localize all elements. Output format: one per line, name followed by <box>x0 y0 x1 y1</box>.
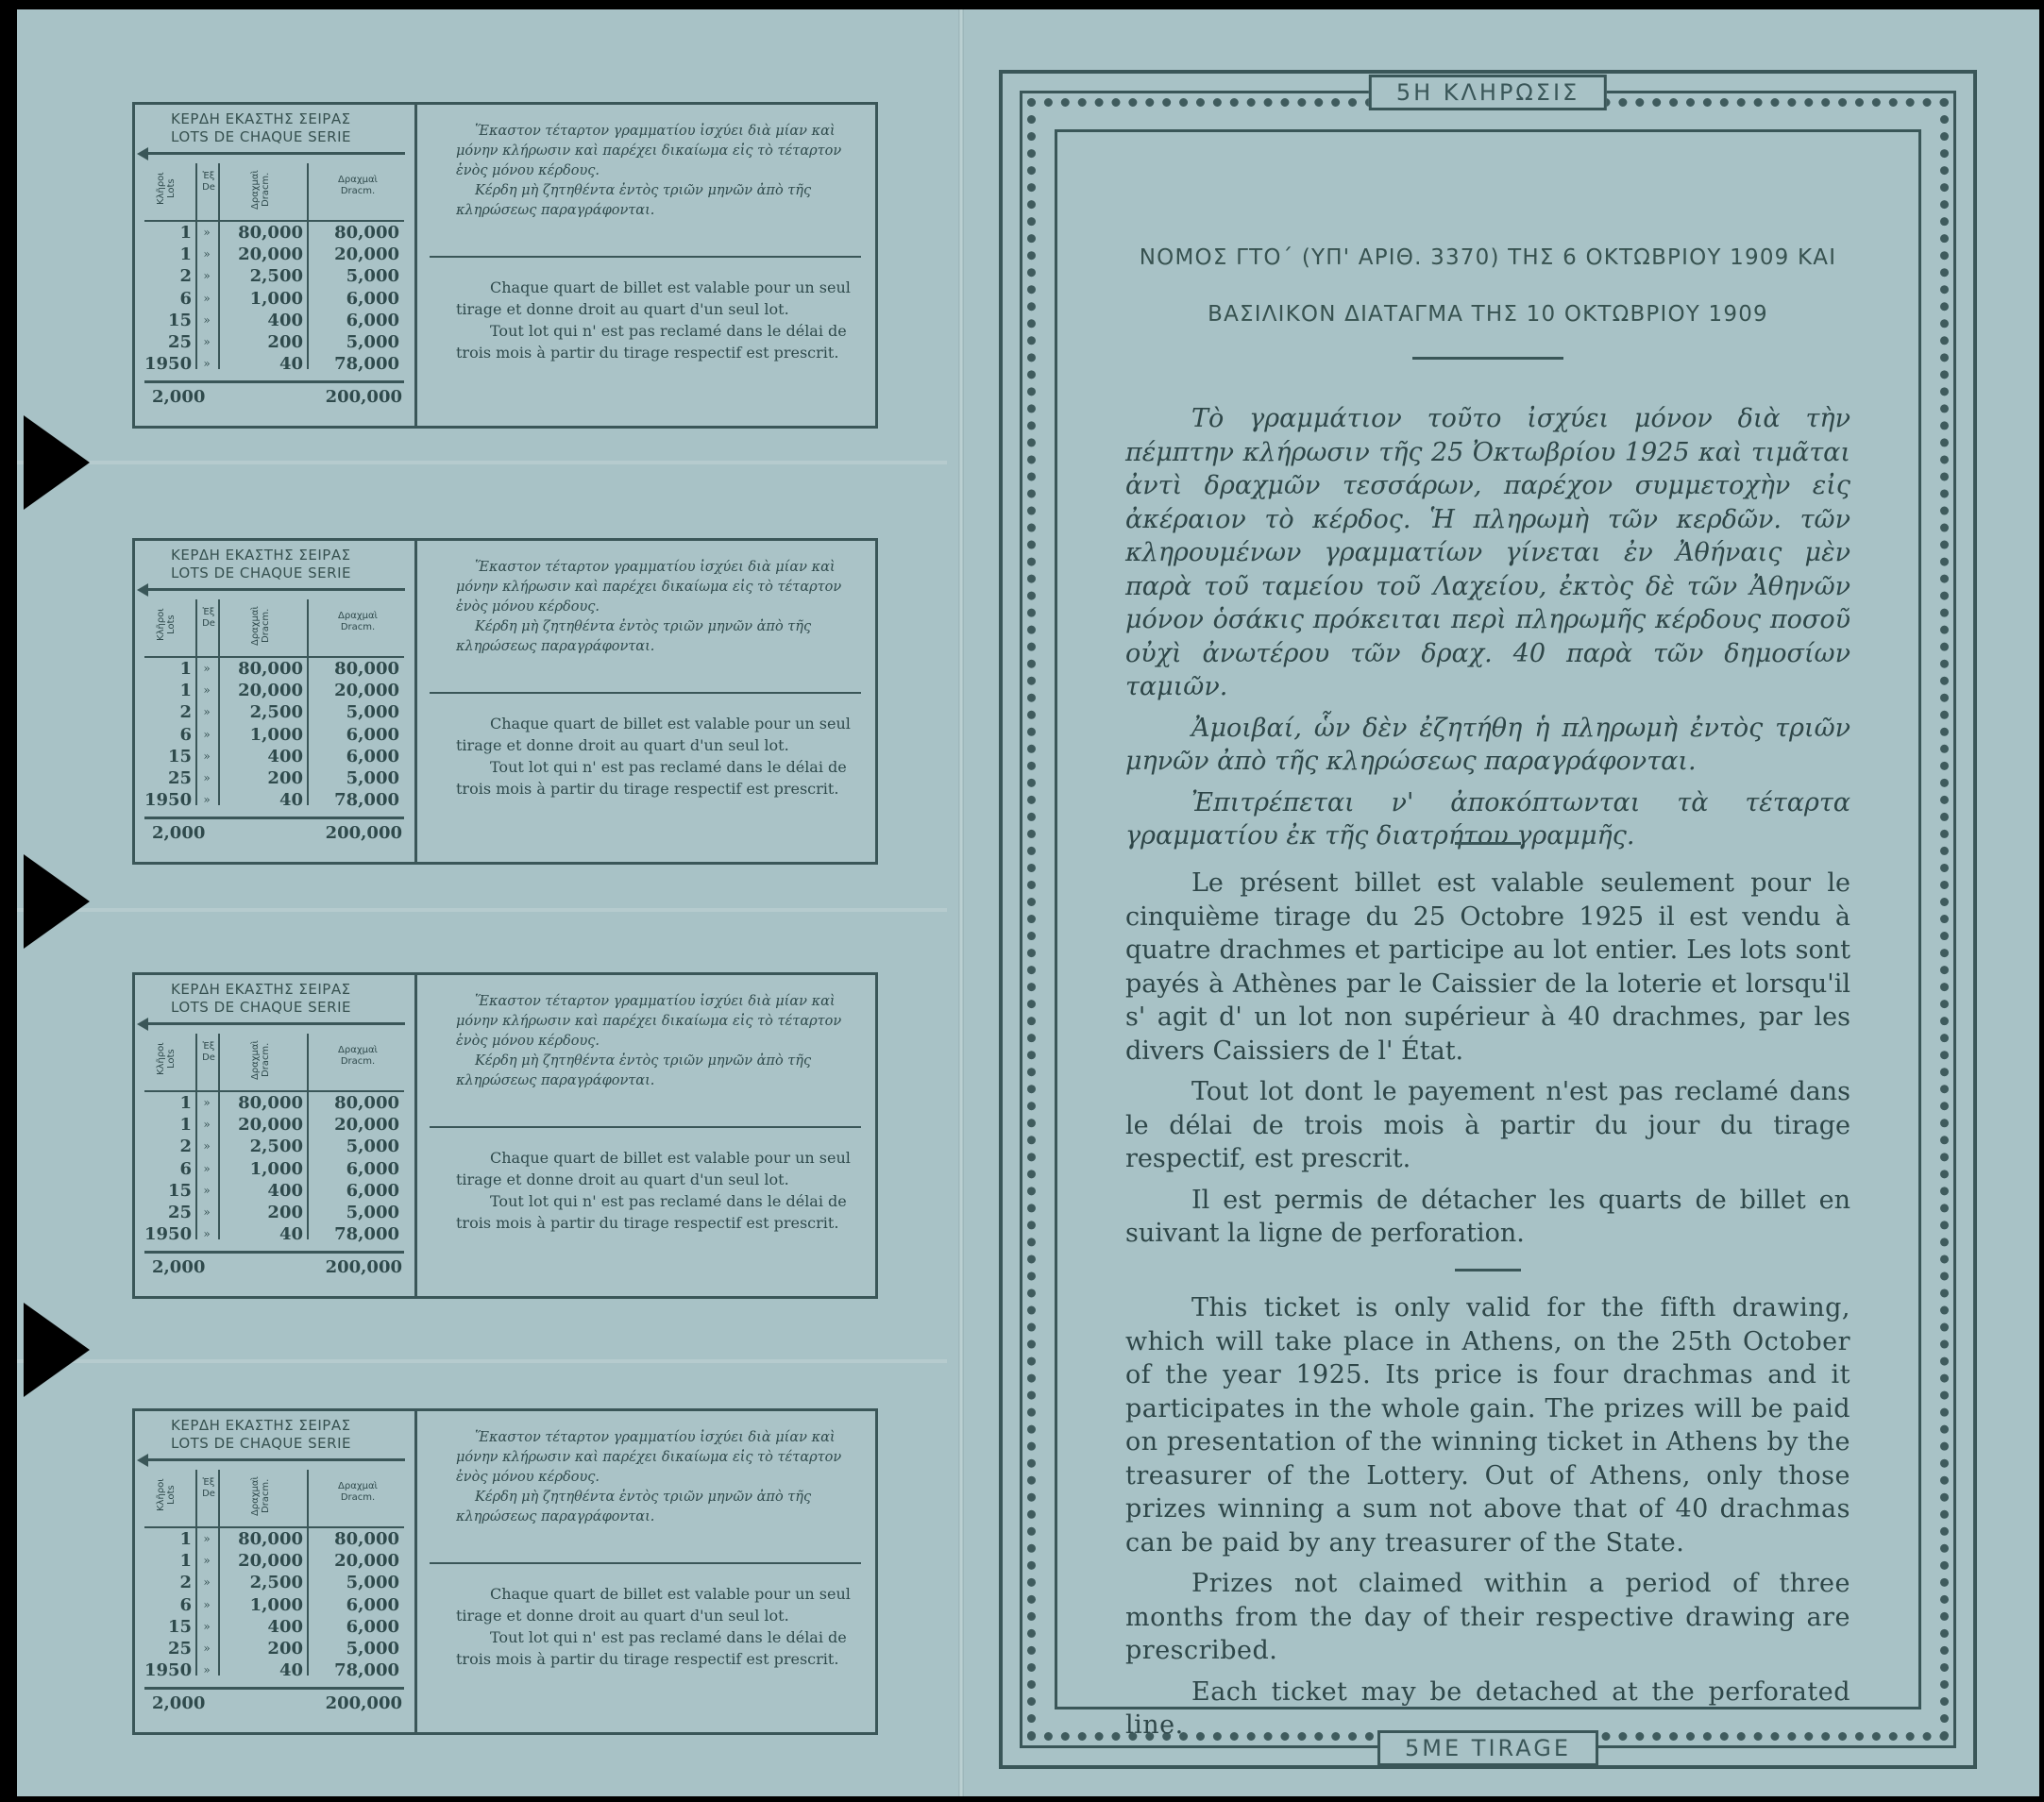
terms-greek-2: Κέρδη μὴ ζητηθέντα ἐντὸς τριῶν μηνῶν ἀπὸ τῆς κληρώσεως παραγράφονται. <box>456 619 812 654</box>
row-de: » <box>203 683 211 698</box>
prize-row <box>144 244 404 265</box>
row-total: 78,000 <box>334 354 399 375</box>
row-de: » <box>203 749 211 763</box>
col-amount: Δραχμαὶ Dracm. <box>250 1476 271 1516</box>
prize-row <box>144 1158 404 1180</box>
row-total: 5,000 <box>346 702 399 723</box>
prize-row <box>144 680 404 701</box>
row-lots: 6 <box>179 1594 192 1615</box>
row-amount: 1,000 <box>249 1158 303 1179</box>
row-de: » <box>203 770 211 784</box>
total-amount: 200,000 <box>325 823 402 843</box>
row-lots: 1 <box>179 223 192 243</box>
row-amount: 400 <box>267 1180 303 1201</box>
row-lots: 1 <box>179 1115 192 1136</box>
prize-row <box>144 1638 404 1659</box>
row-total: 5,000 <box>346 1137 399 1157</box>
row-de: » <box>203 357 211 371</box>
row-amount: 40 <box>279 354 303 375</box>
row-lots: 6 <box>179 1158 192 1179</box>
terms-greek-1: Ἕκαστον τέταρτον γραμματίου ἰσχύει διὰ μίαν καὶ μόνην κλήρωσιν καὶ παρέχει δικαίωμα εἰς τὸ τέταρτον ἑνὸς μόνου κέρδους. <box>456 560 842 615</box>
row-lots: 25 <box>167 767 192 788</box>
row-de: » <box>203 1554 211 1568</box>
col-amount: Δραχμαὶ Dracm. <box>250 1040 271 1080</box>
prize-row <box>144 789 404 811</box>
terms-greek <box>418 975 875 1091</box>
prize-table <box>135 541 417 862</box>
header-greek: ΚΕΡΔΗ ΕΚΑΣΤΗΣ ΣΕΙΡΑΣ <box>171 981 351 998</box>
col-de: Ἐξ De <box>202 607 215 629</box>
greek-paragraph-3: Ἐπιτρέπεται ν' ἀποκόπτωνται τὰ τέταρτα γραμματίου ἐκ τῆς διατρήτου γραμμῆς. <box>1125 787 1850 850</box>
header-french: LOTS DE CHAQUE SERIE <box>171 1435 351 1452</box>
terms-french <box>456 713 858 800</box>
row-amount: 40 <box>279 1224 303 1245</box>
perforation-line <box>17 908 947 912</box>
col-lots: Κλῆροι Lots <box>156 608 177 642</box>
row-total: 80,000 <box>334 1529 399 1549</box>
row-de: » <box>203 1227 211 1241</box>
row-amount: 80,000 <box>238 1529 303 1549</box>
prize-row <box>144 1572 404 1593</box>
divider <box>1455 842 1521 845</box>
row-lots: 1 <box>179 681 192 701</box>
row-total: 20,000 <box>334 681 399 701</box>
row-total: 80,000 <box>334 1093 399 1113</box>
row-de: » <box>203 247 211 261</box>
row-de: » <box>203 1183 211 1197</box>
prize-row <box>144 1616 404 1638</box>
row-de: » <box>203 727 211 741</box>
row-amount: 1,000 <box>249 1594 303 1615</box>
col-de: Ἐξ De <box>202 1477 215 1499</box>
prize-row <box>144 353 404 375</box>
row-total: 20,000 <box>334 244 399 265</box>
coupon-terms <box>418 975 875 1296</box>
row-amount: 200 <box>267 767 303 788</box>
row-total: 6,000 <box>346 1158 399 1179</box>
header-greek: ΚΕΡΔΗ ΕΚΑΣΤΗΣ ΣΕΙΡΑΣ <box>171 1417 351 1434</box>
draw-number-banner: 5Η ΚΛΗΡΩΣΙΣ <box>1369 75 1607 110</box>
totals-row <box>144 380 404 412</box>
row-amount: 2,500 <box>249 1573 303 1593</box>
prize-row <box>144 1180 404 1202</box>
prize-row <box>144 310 404 331</box>
row-total: 5,000 <box>346 767 399 788</box>
row-amount: 40 <box>279 790 303 811</box>
terms-greek <box>418 541 875 657</box>
terms-greek-2: Κέρδη μὴ ζητηθέντα ἐντὸς τριῶν μηνῶν ἀπὸ τῆς κληρώσεως παραγράφονται. <box>456 183 812 218</box>
row-de: » <box>203 1597 211 1611</box>
english-terms <box>1125 1291 1850 1750</box>
prize-rows <box>144 1526 404 1681</box>
row-total: 80,000 <box>334 223 399 243</box>
row-amount: 2,500 <box>249 1137 303 1157</box>
terms-french-2: Tout lot qui n' est pas reclamé dans le délai de trois mois à partir du tirage respectif est prescrit. <box>456 1192 847 1232</box>
divider <box>1455 1269 1521 1272</box>
row-amount: 2,500 <box>249 702 303 723</box>
col-lots: Κλῆροι Lots <box>156 1042 177 1076</box>
row-lots: 15 <box>167 310 192 330</box>
greek-terms <box>1125 402 1850 861</box>
col-lots: Κλῆροι Lots <box>156 172 177 206</box>
row-lots: 2 <box>179 266 192 287</box>
row-amount: 400 <box>267 746 303 766</box>
terms-divider <box>430 256 861 258</box>
row-lots: 15 <box>167 746 192 766</box>
coupon-terms <box>418 541 875 862</box>
quarter-coupon <box>132 102 878 429</box>
row-lots: 25 <box>167 331 192 352</box>
row-amount: 80,000 <box>238 223 303 243</box>
header-french: LOTS DE CHAQUE SERIE <box>171 128 351 145</box>
terms-greek-1: Ἕκαστον τέταρτον γραμματίου ἰσχύει διὰ μίαν καὶ μόνην κλήρωσιν καὶ παρέχει δικαίωμα εἰς τὸ τέταρτον ἑνὸς μόνου κέρδους. <box>456 994 842 1049</box>
perforation-line <box>17 461 947 464</box>
terms-french-2: Tout lot qui n' est pas reclamé dans le délai de trois mois à partir du tirage respectif est prescrit. <box>456 758 847 798</box>
prize-row <box>144 746 404 767</box>
row-total: 6,000 <box>346 1616 399 1637</box>
row-de: » <box>203 793 211 807</box>
row-lots: 1 <box>179 659 192 679</box>
row-total: 5,000 <box>346 1638 399 1659</box>
header-greek: ΚΕΡΔΗ ΕΚΑΣΤΗΣ ΣΕΙΡΑΣ <box>171 547 351 564</box>
row-lots: 15 <box>167 1616 192 1637</box>
col-lots: Κλῆροι Lots <box>156 1478 177 1512</box>
row-de: » <box>203 1575 211 1590</box>
prize-row <box>144 331 404 353</box>
terms-french-1: Chaque quart de billet est valable pour un seul tirage et donne droit au quart d'un seul lot. <box>456 1585 851 1625</box>
row-total: 6,000 <box>346 288 399 309</box>
total-amount: 200,000 <box>325 1693 402 1713</box>
terms-greek-2: Κέρδη μὴ ζητηθέντα ἐντὸς τριῶν μηνῶν ἀπὸ τῆς κληρώσεως παραγράφονται. <box>456 1490 812 1524</box>
row-amount: 1,000 <box>249 288 303 309</box>
row-de: » <box>203 1139 211 1154</box>
totals-row <box>144 817 404 848</box>
total-lots: 2,000 <box>152 1693 206 1713</box>
row-amount: 2,500 <box>249 266 303 287</box>
prize-table <box>135 1411 417 1732</box>
column-headers <box>144 599 399 652</box>
terms-french-2: Tout lot qui n' est pas reclamé dans le délai de trois mois à partir du tirage respectif est prescrit. <box>456 1628 847 1668</box>
total-lots: 2,000 <box>152 823 206 843</box>
prize-row <box>144 222 404 244</box>
arrow-rule <box>144 152 405 155</box>
row-lots: 1950 <box>144 1660 193 1681</box>
row-lots: 1 <box>179 1093 192 1113</box>
terms-french-1: Chaque quart de billet est valable pour un seul tirage et donne droit au quart d'un seul lot. <box>456 1149 851 1188</box>
terms-french-1: Chaque quart de billet est valable pour un seul tirage et donne droit au quart d'un seul lot. <box>456 278 851 318</box>
col-de: Ἐξ De <box>202 171 215 193</box>
table-header <box>135 1411 414 1453</box>
row-amount: 20,000 <box>238 244 303 265</box>
row-amount: 1,000 <box>249 724 303 745</box>
col-de: Ἐξ De <box>202 1041 215 1063</box>
row-total: 6,000 <box>346 1180 399 1201</box>
row-total: 5,000 <box>346 331 399 352</box>
row-amount: 20,000 <box>238 681 303 701</box>
prize-table <box>135 105 417 426</box>
column-headers <box>144 163 399 216</box>
prize-row <box>144 658 404 680</box>
row-de: » <box>203 334 211 348</box>
row-amount: 80,000 <box>238 1093 303 1113</box>
terms-french-2: Tout lot qui n' est pas reclamé dans le délai de trois mois à partir du tirage respectif est prescrit. <box>456 322 847 362</box>
row-amount: 400 <box>267 310 303 330</box>
terms-divider <box>430 1562 861 1564</box>
row-amount: 200 <box>267 1202 303 1222</box>
ticket-text-frame <box>1055 129 1921 1740</box>
row-lots: 25 <box>167 1638 192 1659</box>
col-total: Δραχμαὶ Dracm. <box>338 1481 378 1503</box>
row-de: » <box>203 269 211 283</box>
prize-row <box>144 1114 404 1136</box>
row-lots: 1950 <box>144 354 193 375</box>
ticket-inner-frame <box>1020 79 1956 1761</box>
english-paragraph-1: This ticket is only valid for the fifth drawing, which will take place in Athens, on the 25th October of the year 1925. Its price is four drachmas and it participates in the whole gain. The prizes will be paid on presentation of the winning ticket in Athens by the treasurer of the Lottery. Out of Athens, only those prizes winning a sum not above that of 40 drachmas can be paid by any treasurer of the State. <box>1125 1293 1850 1558</box>
total-amount: 200,000 <box>325 387 402 407</box>
col-total: Δραχμαὶ Dracm. <box>338 175 378 196</box>
row-de: » <box>203 1204 211 1219</box>
row-total: 78,000 <box>334 790 399 811</box>
english-paragraph-2: Prizes not claimed within a period of three months from the day of their respective drawing are prescribed. <box>1125 1569 1850 1665</box>
total-amount: 200,000 <box>325 1257 402 1277</box>
row-de: » <box>203 226 211 239</box>
terms-greek <box>418 1411 875 1527</box>
prize-row <box>144 1594 404 1616</box>
arrow-rule <box>144 1022 405 1025</box>
quarter-coupon <box>132 1408 878 1735</box>
french-paragraph-3: Il est permis de détacher les quarts de billet en suivant la ligne de perforation. <box>1125 1185 1850 1248</box>
row-amount: 20,000 <box>238 1115 303 1136</box>
totals-row <box>144 1251 404 1282</box>
row-de: » <box>203 705 211 719</box>
row-total: 6,000 <box>346 724 399 745</box>
arrow-rule <box>144 1458 405 1461</box>
column-headers <box>144 1470 399 1523</box>
row-amount: 200 <box>267 1638 303 1659</box>
terms-greek <box>418 105 875 221</box>
totals-row <box>144 1687 404 1718</box>
row-total: 6,000 <box>346 746 399 766</box>
column-headers <box>144 1034 399 1086</box>
row-lots: 1 <box>179 1529 192 1549</box>
prize-table <box>135 975 417 1296</box>
prize-rows <box>144 656 404 811</box>
header-french: LOTS DE CHAQUE SERIE <box>171 564 351 581</box>
quarter-coupon <box>132 538 878 865</box>
col-total: Δραχμαὶ Dracm. <box>338 611 378 632</box>
row-total: 5,000 <box>346 1573 399 1593</box>
row-de: » <box>203 1096 211 1109</box>
row-de: » <box>203 291 211 305</box>
terms-french <box>456 1583 858 1670</box>
terms-divider <box>430 1126 861 1128</box>
row-total: 6,000 <box>346 1594 399 1615</box>
coupon-terms <box>418 105 875 426</box>
prize-row <box>144 724 404 746</box>
header-french: LOTS DE CHAQUE SERIE <box>171 999 351 1016</box>
terms-greek-1: Ἕκαστον τέταρτον γραμματίου ἰσχύει διὰ μίαν καὶ μόνην κλήρωσιν καὶ παρέχει δικαίωμα εἰς τὸ τέταρτον ἑνὸς μόνου κέρδους. <box>456 124 842 178</box>
row-total: 78,000 <box>334 1224 399 1245</box>
tirage-banner: 5ME TIRAGE <box>1377 1730 1598 1766</box>
row-lots: 2 <box>179 1137 192 1157</box>
greek-paragraph-1: Τὸ γραμμάτιον τοῦτο ἰσχύει μόνον διὰ τὴν πέμπτην κλήρωσιν τῆς 25 Ὀκτωβρίου 1925 καὶ τιμᾶται ἀντὶ δραχμῶν τεσσάρων, παρέχον συμμετοχὴν εἰς ἀκέραιον τὸ κέρδος. Ἡ πληρωμὴ τῶν κερδῶν. τῶν κληρουμένων γραμματίων γίνεται ἐν Ἀθήναις μὲν παρὰ τοῦ ταμείου τοῦ Λαχείου, ἐκτὸς δὲ τῶν Ἀθηνῶν μόνον ὁσάκις πρόκειται περὶ πληρωμῆς κέρδους ποσοῦ οὐχὶ ἀνωτέρου τῶν δραχ. 40 παρὰ τῶν δημοσίων ταμιῶν. <box>1125 404 1850 701</box>
terms-french <box>456 277 858 363</box>
row-total: 80,000 <box>334 659 399 679</box>
prize-row <box>144 1223 404 1245</box>
row-amount: 200 <box>267 331 303 352</box>
row-de: » <box>203 1619 211 1633</box>
total-lots: 2,000 <box>152 1257 206 1277</box>
row-lots: 1950 <box>144 1224 193 1245</box>
row-de: » <box>203 1641 211 1655</box>
table-header <box>135 541 414 582</box>
perforation-line <box>17 1359 947 1363</box>
coupon-terms <box>418 1411 875 1732</box>
row-amount: 400 <box>267 1616 303 1637</box>
law-line-1: ΝΟΜΟΣ ΓΤΟ΄ (ΥΠ' ΑΡΙΘ. 3370) ΤΗΣ 6 ΟΚΤΩΒΡΙΟΥ 1909 ΚΑΙ <box>1139 245 1837 270</box>
terms-greek-1: Ἕκαστον τέταρτον γραμματίου ἰσχύει διὰ μίαν καὶ μόνην κλήρωσιν καὶ παρέχει δικαίωμα εἰς τὸ τέταρτον ἑνὸς μόνου κέρδους. <box>456 1430 842 1485</box>
table-header <box>135 105 414 146</box>
prize-row <box>144 288 404 310</box>
terms-french <box>456 1147 858 1234</box>
row-total: 5,000 <box>346 1202 399 1222</box>
prize-row <box>144 1136 404 1157</box>
divider <box>1412 357 1563 360</box>
prize-row <box>144 1659 404 1681</box>
prize-row <box>144 1528 404 1550</box>
row-total: 6,000 <box>346 310 399 330</box>
terms-greek-2: Κέρδη μὴ ζητηθέντα ἐντὸς τριῶν μηνῶν ἀπὸ τῆς κληρώσεως παραγράφονται. <box>456 1053 812 1088</box>
row-lots: 1950 <box>144 790 193 811</box>
table-header <box>135 975 414 1017</box>
row-de: » <box>203 312 211 327</box>
terms-french-1: Chaque quart de billet est valable pour un seul tirage et donne droit au quart d'un seul lot. <box>456 715 851 754</box>
row-de: » <box>203 662 211 675</box>
row-total: 20,000 <box>334 1551 399 1572</box>
row-lots: 25 <box>167 1202 192 1222</box>
prize-row <box>144 701 404 723</box>
row-lots: 6 <box>179 724 192 745</box>
row-lots: 1 <box>179 1551 192 1572</box>
row-lots: 2 <box>179 702 192 723</box>
french-terms <box>1125 867 1850 1258</box>
row-total: 78,000 <box>334 1660 399 1681</box>
col-amount: Δραχμαὶ Dracm. <box>250 170 271 210</box>
french-paragraph-1: Le présent billet est valable seulement pour le cinquième tirage du 25 Octobre 1925 il est vendu à quatre drachmes et participe au lot entier. Les lots sont payés à Athènes par le Caissier de la loterie et lorsqu'il s' agit d' un lot non supérieur à 40 drachmes, par les divers Caissiers de l' État. <box>1125 868 1850 1066</box>
vertical-fold <box>958 9 964 1796</box>
arrow-rule <box>144 588 405 591</box>
row-amount: 20,000 <box>238 1551 303 1572</box>
prize-row <box>144 1550 404 1572</box>
quarter-coupon <box>132 972 878 1299</box>
row-lots: 6 <box>179 288 192 309</box>
row-de: » <box>203 1532 211 1545</box>
row-amount: 80,000 <box>238 659 303 679</box>
row-lots: 1 <box>179 244 192 265</box>
row-de: » <box>203 1118 211 1132</box>
row-total: 20,000 <box>334 1115 399 1136</box>
col-amount: Δραχμαὶ Dracm. <box>250 606 271 646</box>
prize-row <box>144 1202 404 1223</box>
row-total: 5,000 <box>346 266 399 287</box>
header-greek: ΚΕΡΔΗ ΕΚΑΣΤΗΣ ΣΕΙΡΑΣ <box>171 110 351 127</box>
total-lots: 2,000 <box>152 387 206 407</box>
terms-divider <box>430 692 861 694</box>
row-de: » <box>203 1161 211 1175</box>
prize-row <box>144 265 404 287</box>
prize-rows <box>144 1090 404 1245</box>
prize-rows <box>144 220 404 375</box>
prize-row <box>144 1092 404 1114</box>
law-line-2: ΒΑΣΙΛΙΚΟΝ ΔΙΑΤΑΓΜΑ ΤΗΣ 10 ΟΚΤΩΒΡΙΟΥ 1909 <box>1208 302 1768 327</box>
row-amount: 40 <box>279 1660 303 1681</box>
row-lots: 15 <box>167 1180 192 1201</box>
prize-row <box>144 767 404 789</box>
row-de: » <box>203 1663 211 1677</box>
col-total: Δραχμαὶ Dracm. <box>338 1045 378 1067</box>
main-ticket <box>999 70 1977 1769</box>
english-paragraph-3: Each ticket may be detached at the perforated line. <box>1125 1676 1850 1740</box>
row-lots: 2 <box>179 1573 192 1593</box>
greek-paragraph-2: Ἀμοιβαί, ὧν δὲν ἐζητήθη ἡ πληρωμὴ ἐντὸς τριῶν μηνῶν ἀπὸ τῆς κληρώσεως παραγράφονται. <box>1125 713 1850 776</box>
french-paragraph-2: Tout lot dont le payement n'est pas reclamé dans le délai de trois mois à partir du jour du tirage respectif, est prescrit. <box>1125 1077 1850 1173</box>
